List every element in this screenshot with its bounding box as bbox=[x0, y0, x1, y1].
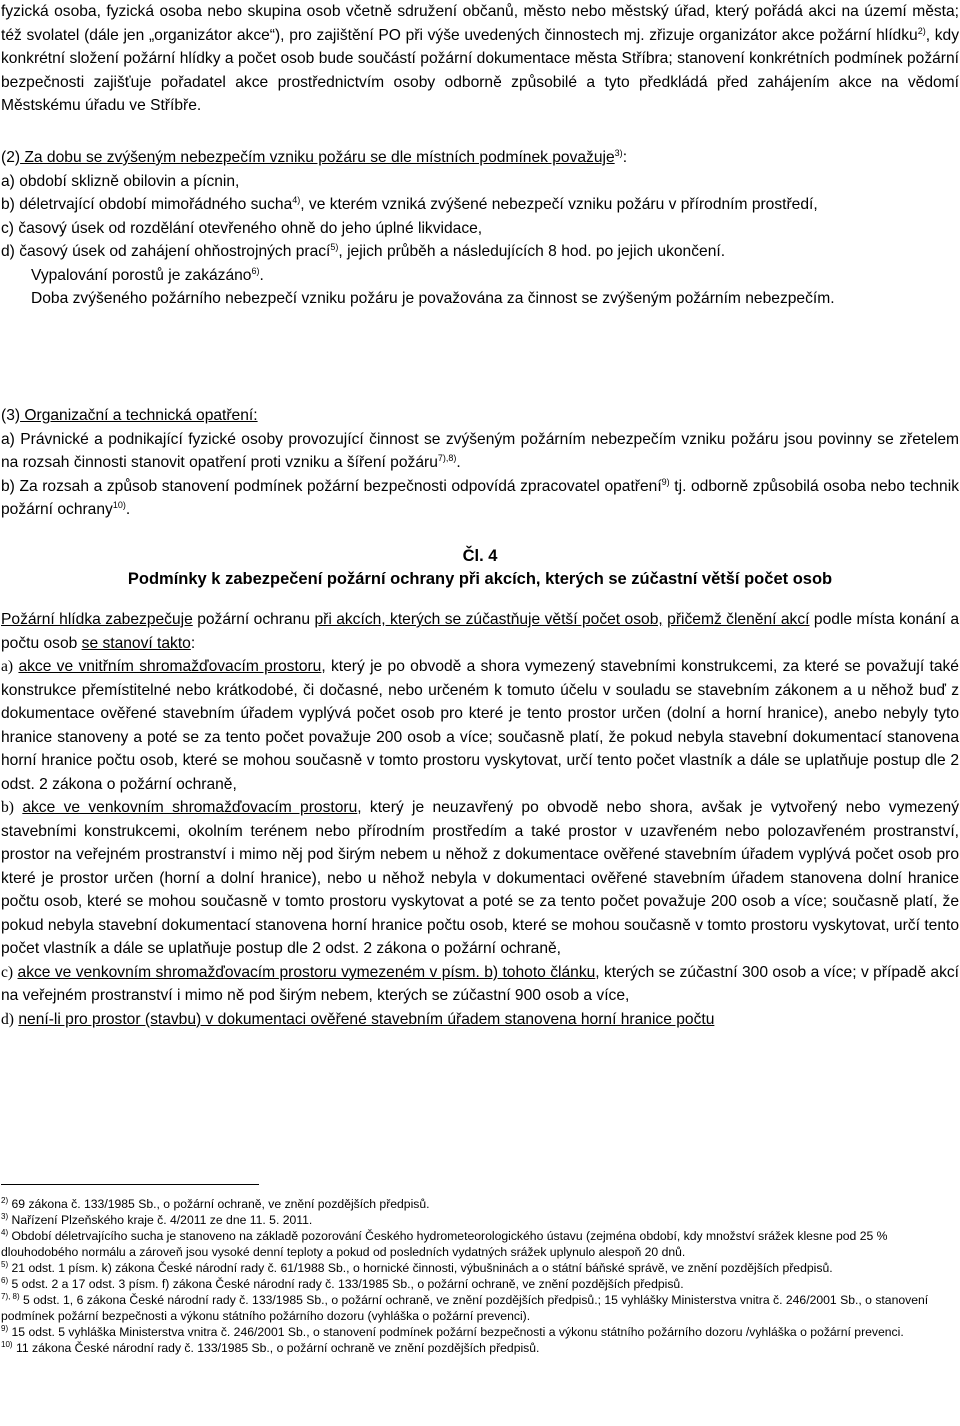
footnote-mark: 9) bbox=[1, 1323, 9, 1333]
footnote-text: Nařízení Plzeňského kraje č. 4/2011 ze dne 11. 5. 2011. bbox=[8, 1213, 313, 1227]
item-c-letter: c) bbox=[1, 963, 14, 981]
p2-fire-period: Doba zvýšeného požárního nebezpečí vzniku požáru je považována za činnost se zvýšeným požárním nebezpečím. bbox=[31, 290, 835, 307]
item-b-letter: b) bbox=[1, 799, 14, 816]
p2-item-d bbox=[1, 240, 959, 264]
footnote bbox=[1, 1196, 959, 1212]
footnote-ref: 4) bbox=[292, 194, 301, 205]
article-title: Podmínky k zabezpečení požární ochrany při akcích, kterých se zúčastní větší počet osob bbox=[127, 570, 833, 588]
p3-number: (3) bbox=[1, 407, 21, 424]
p4-text-1: požární ochranu bbox=[192, 611, 315, 628]
item-b-title: akce ve venkovním shromažďovacím prostoru bbox=[22, 799, 358, 816]
p3-heading-text: Organizační a technická opatření: bbox=[20, 407, 258, 424]
p2-item-d-text-2: , jejich průběh a následujících 8 hod. po jejich ukončení. bbox=[338, 243, 726, 260]
footnote-text: 5 odst. 1, 6 zákona České národní rady č. 133/1985 Sb., o požární ochraně, ve znění pozdějších předpisů.; 15 vyhlášky Ministerstva vnitra č. 246/2001 Sb., o stanovení podmínek požární bezpečnosti a výkonu státního požárního dozoru (vyhláška o požární prevenci). bbox=[1, 1293, 929, 1323]
footnote-ref: 7),8) bbox=[437, 452, 457, 463]
p4-underlined-4: se stanoví takto bbox=[81, 634, 191, 652]
p3-item-a-end: . bbox=[456, 454, 461, 471]
footnotes bbox=[1, 1196, 959, 1356]
p3-item-b-text: b) Za rozsah a způsob stanovení podmínek požární bezpečnosti odpovídá zpracovatel opatření bbox=[1, 477, 662, 495]
p2-item-b-text: b) déletrvající období mimořádného sucha bbox=[1, 196, 293, 213]
footnote bbox=[1, 1292, 959, 1324]
p3-item-b bbox=[1, 475, 959, 522]
paragraph-2 bbox=[1, 146, 959, 311]
burning-ban-period: . bbox=[259, 266, 264, 284]
footnote-ref: 3) bbox=[614, 147, 623, 158]
p3-item-a-text: a) Právnické a podnikající fyzické osoby provozující činnost se zvýšeným požárním nebezpečím vzniku požáru jsou povinny se zřetelem na rozsah činnosti stanovit opatření proti vzniku a šíření požáru bbox=[1, 430, 959, 471]
item-c-text: , kterých se zúčastní 300 osob a více; v případě akcí na veřejném prostranství i mimo ně pod širým nebem, kterých se zúčastní 900 osob a více, bbox=[1, 963, 959, 1004]
p3-item-a bbox=[1, 428, 959, 475]
p2-item-a: a) období sklizně obilovin a pícnin, bbox=[1, 172, 240, 190]
item-d-letter: d) bbox=[1, 1010, 14, 1028]
article-number: Čl. 4 bbox=[462, 547, 498, 565]
footnote-text: 69 zákona č. 133/1985 Sb., o požární ochraně, ve znění pozdějších předpisů. bbox=[8, 1197, 430, 1211]
footnote-mark: 5) bbox=[1, 1259, 9, 1269]
item-a bbox=[1, 655, 959, 796]
p2-burning-ban bbox=[1, 264, 959, 288]
item-a-letter: a) bbox=[1, 658, 14, 675]
p2-number: (2) bbox=[1, 149, 21, 166]
item-c-title: akce ve venkovním shromažďovacím prostoru vymezeném v písm. b) tohoto článku bbox=[17, 963, 596, 981]
footnote-mark: 3) bbox=[1, 1211, 9, 1221]
footnote-ref: 2) bbox=[917, 25, 926, 36]
p1-text-b: , kdy konkrétní složení požární hlídky a počet osob bude součástí požární dokumentace města Stříbra; stanovení konkrétních podmínek požární bezpečnosti zajišťuje pořadatel akce prostřednictvím osoby odborně způsobilé a tyto předkládá před zahájením akce na vědomí Městskému úřadu ve Stříbře. bbox=[1, 26, 960, 114]
paragraph-4 bbox=[1, 608, 959, 1031]
p4-text-3: podle místa konání a počtu osob bbox=[1, 611, 959, 652]
footnote-text: Období déletrvajícího sucha je stanoveno na základě pozorování Českého hydrometeorologického ústavu (zejména období, kdy množství srážek klesne pod 25 % dlouhodobého normálu a zároveň jsou vysoké denní teploty a pokud od posledních vydatných srážek uplynulo alespoň 20 dnů. bbox=[1, 1229, 888, 1259]
item-a-title: akce ve vnitřním shromažďovacím prostoru bbox=[18, 658, 322, 675]
footnote-divider bbox=[1, 1184, 259, 1185]
p2-colon: : bbox=[622, 149, 628, 166]
footnote-ref: 5) bbox=[330, 241, 339, 252]
footnote-mark: 10) bbox=[1, 1339, 13, 1349]
footnote-ref: 10) bbox=[112, 499, 126, 510]
footnote-text: 5 odst. 2 a 17 odst. 3 písm. f) zákona České národní rady č. 133/1985 Sb., o požární ochraně, ve znění pozdějších předpisů. bbox=[8, 1277, 684, 1291]
footnote-mark: 2) bbox=[1, 1195, 9, 1205]
item-a-text: , který je po obvodě a shora vymezený stavebními konstrukcemi, za které se považují také konstrukce přemístitelné nebo krátkodobé, či dočasné, nebo určeném k tomuto účelu v souladu se stavebním zákonem a u něhož buď z dokumentace ověřené stavebním úřadem vyplývá počet osob pro které je tento prostor určen (dolní a horní hranice), anebo nebyly tyto hranice stanoveny a poté se za tento počet považuje 200 osob a více; současně platí, že pokud nebyla stavební dokumentací stanovena horní hranice počtu osob, které se mohou současně v tomto prostoru vyskytovat, určí tento počet vlastník a dále se uplatňuje postup dle 2 odst. 2 zákona o požární ochraně, bbox=[1, 658, 959, 793]
p4-text-4: : bbox=[190, 634, 196, 652]
item-b bbox=[1, 796, 959, 961]
p4-underlined-1: Požární hlídka zabezpečuje bbox=[1, 611, 193, 628]
p3-heading bbox=[1, 404, 959, 428]
footnote-mark: 7), 8) bbox=[1, 1291, 20, 1301]
footnote-ref: 9) bbox=[661, 476, 670, 487]
footnote bbox=[1, 1276, 959, 1292]
p2-item-d-text: d) časový úsek od zahájení ohňostrojných prací bbox=[1, 243, 331, 260]
p4-intro bbox=[1, 608, 959, 655]
item-d bbox=[1, 1008, 959, 1032]
p2-heading-text: Za dobu se zvýšeným nebezpečím vzniku požáru se dle místních podmínek považuje bbox=[20, 149, 615, 166]
item-d-title: není-li pro prostor (stavbu) v dokumentaci ověřené stavebním úřadem stanovena horní hranice počtu bbox=[18, 1010, 715, 1028]
p4-underlined-2: při akcích, kterých se zúčastňuje větší počet osob, bbox=[314, 611, 663, 628]
footnote-text: 15 odst. 5 vyhláška Ministerstva vnitra č. 246/2001 Sb., o stanovení podmínek požární bezpečnosti a výkonu státního požárního dozoru /vyhláška o požární prevenci. bbox=[8, 1325, 904, 1339]
p1-text-a: fyzická osoba, fyzická osoba nebo skupina osob včetně sdružení občanů, město nebo městský úřad, který pořádá akci na území města; též svolatel (dále jen „organizátor akce“), pro zajištění PO při výše uvedených činnostech mj. zřizuje organizátor akce požární hlídku bbox=[1, 3, 959, 44]
p4-underlined-3: přičemž členění akcí bbox=[667, 611, 810, 628]
item-c bbox=[1, 961, 959, 1008]
p2-item-b-text-2: , ve kterém vzniká zvýšené nebezpečí vzniku požáru v přírodním prostředí, bbox=[300, 196, 818, 213]
footnote-text: 11 zákona České národní rady č. 133/1985 Sb., o požární ochraně ve znění pozdějších předpisů. bbox=[12, 1341, 540, 1355]
item-b-text: , který je neuzavřený po obvodě nebo shora, avšak je vytvořený nebo vymezený stavebními konstrukcemi, okolním terénem nebo přírodním prostředím a také prostor v uzavřeném nebo polozavřeném prostranství, prostor na veřejném prostranství i mimo něj pod širým nebem u něhož z dokumentace ověřené stavebním úřadem vyplývá počet osob pro které je prostor určen (horní a dolní hranice), nebo u něhož nebyla v dokumentaci ověřené stavebním úřadem stanovena dolní hranice počtu osob, které se mohou současně v tomto prostoru vyskytovat a poté se za tento počet považuje 200 osob a více; současně platí, že pokud nebyla stavební dokumentací stanovena horní hranice počtu osob, které se mohou současně v tomto prostoru vyskytovat, určí tento počet vlastník a dále se uplatňuje postup dle 2 odst. 2 zákona o požární ochraně, bbox=[1, 799, 959, 957]
footnote bbox=[1, 1340, 959, 1356]
p3-item-b-text-2: tj. odborně způsobilá osoba nebo technik požární ochrany bbox=[1, 477, 959, 518]
footnote bbox=[1, 1260, 959, 1276]
p2-item-b bbox=[1, 193, 959, 217]
footnote-ref: 6) bbox=[251, 265, 260, 276]
footnote-mark: 4) bbox=[1, 1227, 9, 1237]
p3-item-b-end: . bbox=[125, 501, 131, 518]
paragraph-1 bbox=[1, 0, 959, 118]
burning-ban-text: Vypalování porostů je zakázáno bbox=[31, 266, 252, 284]
footnote bbox=[1, 1324, 959, 1340]
footnote-mark: 6) bbox=[1, 1275, 9, 1285]
footnote-text: 21 odst. 1 písm. k) zákona České národní rady č. 61/1988 Sb., o hornické činnosti, výbušninách a o státní báňské správě, ve znění pozdějších předpisů. bbox=[8, 1261, 833, 1275]
footnote bbox=[1, 1228, 959, 1260]
p2-item-c: c) časový úsek od rozdělání otevřeného ohně do jeho úplné likvidace, bbox=[1, 219, 483, 237]
footnote bbox=[1, 1212, 959, 1228]
p2-heading bbox=[1, 146, 959, 170]
paragraph-3 bbox=[1, 404, 959, 522]
